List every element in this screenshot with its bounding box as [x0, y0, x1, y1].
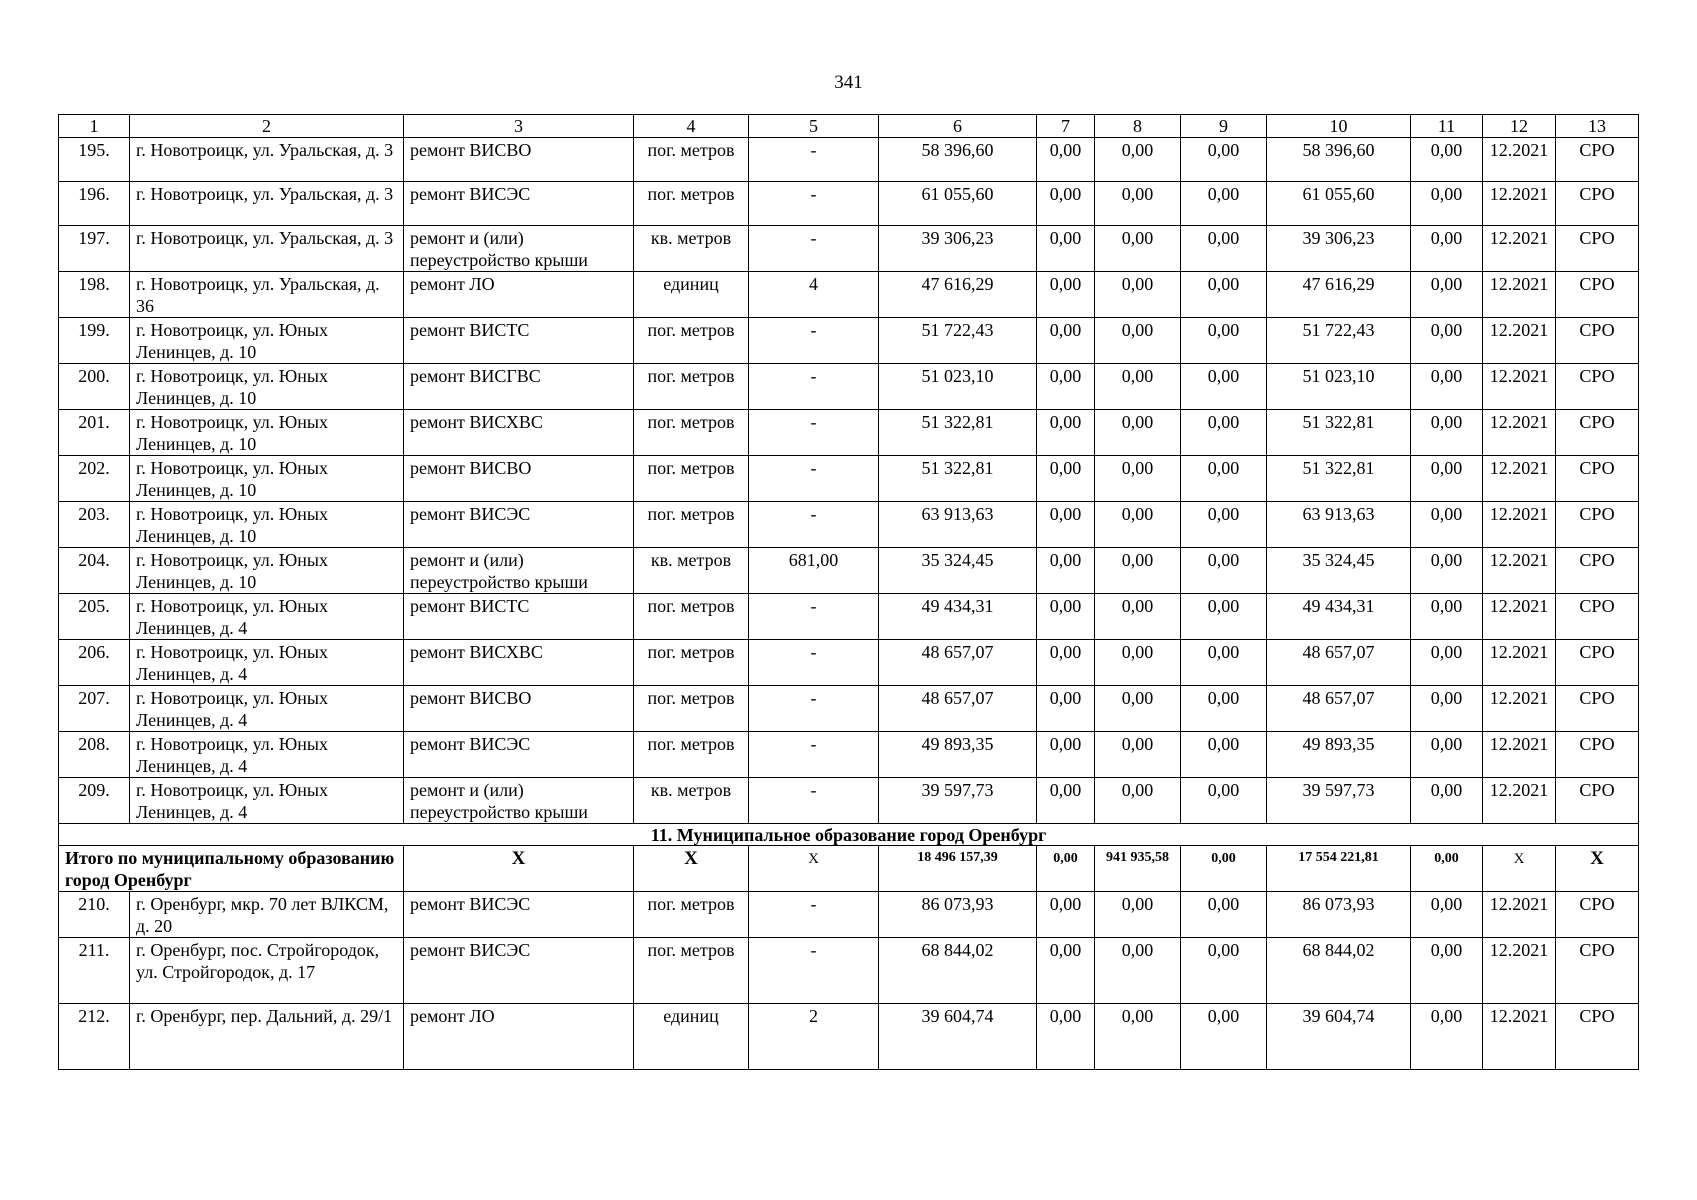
- total-x-mark: X: [749, 846, 879, 892]
- source-code-cell: СРО: [1556, 502, 1639, 548]
- municipal-funds-cell: 0,00: [1181, 364, 1267, 410]
- column-header-4: 4: [634, 115, 749, 138]
- completion-date-cell: 12.2021: [1483, 364, 1556, 410]
- table-row: [59, 640, 1639, 686]
- owner-funds-cell: 39 306,23: [1267, 226, 1411, 272]
- other-funds-cell: 0,00: [1411, 938, 1483, 1004]
- federal-funds-cell: 0,00: [1037, 1004, 1095, 1070]
- total-cost-cell: 68 844,02: [879, 938, 1037, 1004]
- quantity-cell: -: [749, 640, 879, 686]
- row-number: 205.: [59, 594, 130, 640]
- work-type-cell: ремонт и (или) переустройство крыши: [404, 548, 634, 594]
- regional-funds-cell: 0,00: [1095, 318, 1181, 364]
- quantity-cell: -: [749, 686, 879, 732]
- total-cost-cell: 49 434,31: [879, 594, 1037, 640]
- table-row: [59, 732, 1639, 778]
- row-number: 199.: [59, 318, 130, 364]
- quantity-cell: -: [749, 138, 879, 182]
- other-funds-cell: 0,00: [1411, 732, 1483, 778]
- source-code-cell: СРО: [1556, 318, 1639, 364]
- completion-date-cell: 12.2021: [1483, 182, 1556, 226]
- owner-funds-cell: 17 554 221,81: [1267, 846, 1411, 892]
- total-cost-cell: 61 055,60: [879, 182, 1037, 226]
- owner-funds-cell: 51 023,10: [1267, 364, 1411, 410]
- completion-date-cell: 12.2021: [1483, 1004, 1556, 1070]
- row-number: 210.: [59, 892, 130, 938]
- column-header-6: 6: [879, 115, 1037, 138]
- column-header-2: 2: [130, 115, 404, 138]
- owner-funds-cell: 58 396,60: [1267, 138, 1411, 182]
- municipal-funds-cell: 0,00: [1181, 318, 1267, 364]
- municipal-funds-cell: 0,00: [1181, 182, 1267, 226]
- other-funds-cell: 0,00: [1411, 686, 1483, 732]
- municipal-funds-cell: 0,00: [1181, 938, 1267, 1004]
- unit-cell: кв. метров: [634, 548, 749, 594]
- row-number: 200.: [59, 364, 130, 410]
- other-funds-cell: 0,00: [1411, 226, 1483, 272]
- table-row: [59, 138, 1639, 182]
- regional-funds-cell: 0,00: [1095, 1004, 1181, 1070]
- unit-cell: единиц: [634, 1004, 749, 1070]
- other-funds-cell: 0,00: [1411, 272, 1483, 318]
- municipal-funds-cell: 0,00: [1181, 778, 1267, 824]
- regional-funds-cell: 0,00: [1095, 778, 1181, 824]
- address-cell: г. Оренбург, мкр. 70 лет ВЛКСМ, д. 20: [130, 892, 404, 938]
- quantity-cell: -: [749, 778, 879, 824]
- other-funds-cell: 0,00: [1411, 892, 1483, 938]
- table-row: [59, 410, 1639, 456]
- source-code-cell: СРО: [1556, 364, 1639, 410]
- table-row: [59, 456, 1639, 502]
- table-row: [59, 548, 1639, 594]
- owner-funds-cell: 48 657,07: [1267, 640, 1411, 686]
- regional-funds-cell: 0,00: [1095, 226, 1181, 272]
- other-funds-cell: 0,00: [1411, 138, 1483, 182]
- federal-funds-cell: 0,00: [1037, 938, 1095, 1004]
- owner-funds-cell: 51 322,81: [1267, 456, 1411, 502]
- owner-funds-cell: 86 073,93: [1267, 892, 1411, 938]
- total-cost-cell: 39 597,73: [879, 778, 1037, 824]
- unit-cell: пог. метров: [634, 364, 749, 410]
- column-number-header-row: [59, 115, 1639, 138]
- other-funds-cell: 0,00: [1411, 182, 1483, 226]
- section-total-row: [59, 846, 1639, 892]
- unit-cell: пог. метров: [634, 732, 749, 778]
- regional-funds-cell: 0,00: [1095, 138, 1181, 182]
- column-header-8: 8: [1095, 115, 1181, 138]
- regional-funds-cell: 0,00: [1095, 364, 1181, 410]
- quantity-cell: -: [749, 226, 879, 272]
- work-type-cell: ремонт ЛО: [404, 272, 634, 318]
- regional-funds-cell: 0,00: [1095, 272, 1181, 318]
- regional-funds-cell: 0,00: [1095, 594, 1181, 640]
- unit-cell: единиц: [634, 272, 749, 318]
- quantity-cell: -: [749, 364, 879, 410]
- row-number: 206.: [59, 640, 130, 686]
- quantity-cell: -: [749, 892, 879, 938]
- municipal-funds-cell: 0,00: [1181, 502, 1267, 548]
- other-funds-cell: 0,00: [1411, 502, 1483, 548]
- federal-funds-cell: 0,00: [1037, 364, 1095, 410]
- work-type-cell: ремонт ВИСГВС: [404, 364, 634, 410]
- section-total-label: Итого по муниципальному образованию город Оренбург: [59, 846, 404, 892]
- unit-cell: пог. метров: [634, 138, 749, 182]
- row-number: 208.: [59, 732, 130, 778]
- other-funds-cell: 0,00: [1411, 318, 1483, 364]
- municipal-funds-cell: 0,00: [1181, 410, 1267, 456]
- table-row: [59, 226, 1639, 272]
- table-row: [59, 272, 1639, 318]
- regional-funds-cell: 0,00: [1095, 502, 1181, 548]
- address-cell: г. Новотроицк, ул. Уральская, д. 3: [130, 138, 404, 182]
- work-type-cell: ремонт ВИСВО: [404, 686, 634, 732]
- owner-funds-cell: 49 893,35: [1267, 732, 1411, 778]
- work-type-cell: ремонт ЛО: [404, 1004, 634, 1070]
- page-number: 341: [834, 72, 863, 93]
- row-number: 201.: [59, 410, 130, 456]
- address-cell: г. Новотроицк, ул. Юных Ленинцев, д. 4: [130, 778, 404, 824]
- completion-date-cell: 12.2021: [1483, 686, 1556, 732]
- table-row: [59, 502, 1639, 548]
- regional-funds-cell: 0,00: [1095, 456, 1181, 502]
- federal-funds-cell: 0,00: [1037, 686, 1095, 732]
- table-row: [59, 1004, 1639, 1070]
- municipal-funds-cell: 0,00: [1181, 686, 1267, 732]
- regional-funds-cell: 0,00: [1095, 938, 1181, 1004]
- column-header-9: 9: [1181, 115, 1267, 138]
- column-header-10: 10: [1267, 115, 1411, 138]
- quantity-cell: 681,00: [749, 548, 879, 594]
- owner-funds-cell: 68 844,02: [1267, 938, 1411, 1004]
- table-row: [59, 892, 1639, 938]
- quantity-cell: 2: [749, 1004, 879, 1070]
- total-x-mark: X: [1556, 846, 1639, 892]
- total-x-mark: X: [404, 846, 634, 892]
- unit-cell: пог. метров: [634, 892, 749, 938]
- section-title: 11. Муниципальное образование город Оренбург: [59, 824, 1639, 846]
- address-cell: г. Новотроицк, ул. Юных Ленинцев, д. 10: [130, 456, 404, 502]
- table-row: [59, 318, 1639, 364]
- address-cell: г. Новотроицк, ул. Юных Ленинцев, д. 10: [130, 502, 404, 548]
- completion-date-cell: 12.2021: [1483, 410, 1556, 456]
- work-type-cell: ремонт ВИСХВС: [404, 640, 634, 686]
- owner-funds-cell: 63 913,63: [1267, 502, 1411, 548]
- completion-date-cell: 12.2021: [1483, 938, 1556, 1004]
- address-cell: г. Новотроицк, ул. Юных Ленинцев, д. 4: [130, 594, 404, 640]
- unit-cell: пог. метров: [634, 182, 749, 226]
- column-header-13: 13: [1556, 115, 1639, 138]
- owner-funds-cell: 51 722,43: [1267, 318, 1411, 364]
- total-cost-cell: 48 657,07: [879, 640, 1037, 686]
- work-type-cell: ремонт ВИСЭС: [404, 182, 634, 226]
- address-cell: г. Новотроицк, ул. Юных Ленинцев, д. 10: [130, 318, 404, 364]
- owner-funds-cell: 39 604,74: [1267, 1004, 1411, 1070]
- unit-cell: пог. метров: [634, 502, 749, 548]
- address-cell: г. Новотроицк, ул. Юных Ленинцев, д. 10: [130, 410, 404, 456]
- completion-date-cell: 12.2021: [1483, 594, 1556, 640]
- row-number: 197.: [59, 226, 130, 272]
- municipal-funds-cell: 0,00: [1181, 892, 1267, 938]
- column-header-3: 3: [404, 115, 634, 138]
- address-cell: г. Новотроицк, ул. Юных Ленинцев, д. 10: [130, 548, 404, 594]
- row-number: 211.: [59, 938, 130, 1004]
- address-cell: г. Новотроицк, ул. Юных Ленинцев, д. 4: [130, 732, 404, 778]
- work-type-cell: ремонт и (или) переустройство крыши: [404, 778, 634, 824]
- completion-date-cell: 12.2021: [1483, 548, 1556, 594]
- row-number: 204.: [59, 548, 130, 594]
- total-cost-cell: 18 496 157,39: [879, 846, 1037, 892]
- column-header-5: 5: [749, 115, 879, 138]
- regional-funds-cell: 0,00: [1095, 548, 1181, 594]
- table-body: [59, 115, 1639, 1070]
- unit-cell: пог. метров: [634, 594, 749, 640]
- total-x-mark: X: [634, 846, 749, 892]
- table-row: [59, 364, 1639, 410]
- regional-funds-cell: 0,00: [1095, 182, 1181, 226]
- total-cost-cell: 86 073,93: [879, 892, 1037, 938]
- address-cell: г. Оренбург, пос. Стройгородок, ул. Стройгородок, д. 17: [130, 938, 404, 1004]
- regional-funds-cell: 0,00: [1095, 410, 1181, 456]
- total-cost-cell: 51 722,43: [879, 318, 1037, 364]
- row-number: 198.: [59, 272, 130, 318]
- row-number: 207.: [59, 686, 130, 732]
- total-cost-cell: 48 657,07: [879, 686, 1037, 732]
- federal-funds-cell: 0,00: [1037, 732, 1095, 778]
- column-header-12: 12: [1483, 115, 1556, 138]
- address-cell: г. Новотроицк, ул. Юных Ленинцев, д. 4: [130, 686, 404, 732]
- other-funds-cell: 0,00: [1411, 846, 1483, 892]
- quantity-cell: -: [749, 732, 879, 778]
- federal-funds-cell: 0,00: [1037, 226, 1095, 272]
- source-code-cell: СРО: [1556, 594, 1639, 640]
- column-header-1: 1: [59, 115, 130, 138]
- municipal-funds-cell: 0,00: [1181, 732, 1267, 778]
- completion-date-cell: 12.2021: [1483, 778, 1556, 824]
- completion-date-cell: 12.2021: [1483, 226, 1556, 272]
- completion-date-cell: 12.2021: [1483, 272, 1556, 318]
- municipal-funds-cell: 0,00: [1181, 846, 1267, 892]
- column-header-11: 11: [1411, 115, 1483, 138]
- quantity-cell: -: [749, 182, 879, 226]
- unit-cell: пог. метров: [634, 456, 749, 502]
- other-funds-cell: 0,00: [1411, 778, 1483, 824]
- federal-funds-cell: 0,00: [1037, 846, 1095, 892]
- unit-cell: пог. метров: [634, 318, 749, 364]
- row-number: 195.: [59, 138, 130, 182]
- federal-funds-cell: 0,00: [1037, 594, 1095, 640]
- work-type-cell: ремонт ВИСХВС: [404, 410, 634, 456]
- completion-date-cell: 12.2021: [1483, 892, 1556, 938]
- total-cost-cell: 39 604,74: [879, 1004, 1037, 1070]
- owner-funds-cell: 51 322,81: [1267, 410, 1411, 456]
- federal-funds-cell: 0,00: [1037, 138, 1095, 182]
- work-type-cell: ремонт ВИСЭС: [404, 892, 634, 938]
- source-code-cell: СРО: [1556, 778, 1639, 824]
- source-code-cell: СРО: [1556, 272, 1639, 318]
- total-cost-cell: 47 616,29: [879, 272, 1037, 318]
- owner-funds-cell: 39 597,73: [1267, 778, 1411, 824]
- source-code-cell: СРО: [1556, 640, 1639, 686]
- quantity-cell: -: [749, 938, 879, 1004]
- table-row: [59, 686, 1639, 732]
- address-cell: г. Новотроицк, ул. Уральская, д. 3: [130, 182, 404, 226]
- unit-cell: пог. метров: [634, 410, 749, 456]
- other-funds-cell: 0,00: [1411, 456, 1483, 502]
- table-row: [59, 778, 1639, 824]
- source-code-cell: СРО: [1556, 732, 1639, 778]
- federal-funds-cell: 0,00: [1037, 640, 1095, 686]
- row-number: 209.: [59, 778, 130, 824]
- other-funds-cell: 0,00: [1411, 364, 1483, 410]
- owner-funds-cell: 47 616,29: [1267, 272, 1411, 318]
- federal-funds-cell: 0,00: [1037, 456, 1095, 502]
- municipal-funds-cell: 0,00: [1181, 272, 1267, 318]
- total-cost-cell: 51 023,10: [879, 364, 1037, 410]
- source-code-cell: СРО: [1556, 938, 1639, 1004]
- quantity-cell: -: [749, 456, 879, 502]
- federal-funds-cell: 0,00: [1037, 182, 1095, 226]
- work-type-cell: ремонт ВИСТС: [404, 318, 634, 364]
- completion-date-cell: 12.2021: [1483, 732, 1556, 778]
- source-code-cell: СРО: [1556, 548, 1639, 594]
- source-code-cell: СРО: [1556, 686, 1639, 732]
- municipal-funds-cell: 0,00: [1181, 456, 1267, 502]
- completion-date-cell: 12.2021: [1483, 456, 1556, 502]
- row-number: 212.: [59, 1004, 130, 1070]
- other-funds-cell: 0,00: [1411, 1004, 1483, 1070]
- regional-funds-cell: 941 935,58: [1095, 846, 1181, 892]
- table-row: [59, 938, 1639, 1004]
- work-type-cell: ремонт ВИСЭС: [404, 938, 634, 1004]
- source-code-cell: СРО: [1556, 456, 1639, 502]
- column-header-7: 7: [1037, 115, 1095, 138]
- capital-repair-register-table: [58, 114, 1639, 1070]
- quantity-cell: -: [749, 410, 879, 456]
- address-cell: г. Оренбург, пер. Дальний, д. 29/1: [130, 1004, 404, 1070]
- owner-funds-cell: 35 324,45: [1267, 548, 1411, 594]
- source-code-cell: СРО: [1556, 226, 1639, 272]
- completion-date-cell: 12.2021: [1483, 138, 1556, 182]
- address-cell: г. Новотроицк, ул. Уральская, д. 3: [130, 226, 404, 272]
- unit-cell: кв. метров: [634, 778, 749, 824]
- federal-funds-cell: 0,00: [1037, 502, 1095, 548]
- regional-funds-cell: 0,00: [1095, 892, 1181, 938]
- total-cost-cell: 35 324,45: [879, 548, 1037, 594]
- source-code-cell: СРО: [1556, 138, 1639, 182]
- municipal-funds-cell: 0,00: [1181, 1004, 1267, 1070]
- municipal-funds-cell: 0,00: [1181, 548, 1267, 594]
- total-cost-cell: 58 396,60: [879, 138, 1037, 182]
- address-cell: г. Новотроицк, ул. Уральская, д. 36: [130, 272, 404, 318]
- federal-funds-cell: 0,00: [1037, 892, 1095, 938]
- regional-funds-cell: 0,00: [1095, 686, 1181, 732]
- regional-funds-cell: 0,00: [1095, 640, 1181, 686]
- other-funds-cell: 0,00: [1411, 594, 1483, 640]
- total-cost-cell: 63 913,63: [879, 502, 1037, 548]
- total-cost-cell: 39 306,23: [879, 226, 1037, 272]
- quantity-cell: -: [749, 594, 879, 640]
- completion-date-cell: 12.2021: [1483, 502, 1556, 548]
- owner-funds-cell: 49 434,31: [1267, 594, 1411, 640]
- total-cost-cell: 51 322,81: [879, 456, 1037, 502]
- work-type-cell: ремонт и (или) переустройство крыши: [404, 226, 634, 272]
- work-type-cell: ремонт ВИСЭС: [404, 502, 634, 548]
- federal-funds-cell: 0,00: [1037, 548, 1095, 594]
- unit-cell: пог. метров: [634, 938, 749, 1004]
- federal-funds-cell: 0,00: [1037, 272, 1095, 318]
- federal-funds-cell: 0,00: [1037, 410, 1095, 456]
- municipal-funds-cell: 0,00: [1181, 138, 1267, 182]
- quantity-cell: 4: [749, 272, 879, 318]
- owner-funds-cell: 48 657,07: [1267, 686, 1411, 732]
- unit-cell: пог. метров: [634, 686, 749, 732]
- quantity-cell: -: [749, 502, 879, 548]
- other-funds-cell: 0,00: [1411, 548, 1483, 594]
- other-funds-cell: 0,00: [1411, 640, 1483, 686]
- row-number: 196.: [59, 182, 130, 226]
- total-x-mark: X: [1483, 846, 1556, 892]
- address-cell: г. Новотроицк, ул. Юных Ленинцев, д. 4: [130, 640, 404, 686]
- address-cell: г. Новотроицк, ул. Юных Ленинцев, д. 10: [130, 364, 404, 410]
- quantity-cell: -: [749, 318, 879, 364]
- work-type-cell: ремонт ВИСЭС: [404, 732, 634, 778]
- table-row: [59, 594, 1639, 640]
- municipal-funds-cell: 0,00: [1181, 594, 1267, 640]
- unit-cell: кв. метров: [634, 226, 749, 272]
- section-heading-row: [59, 824, 1639, 846]
- source-code-cell: СРО: [1556, 892, 1639, 938]
- municipal-funds-cell: 0,00: [1181, 640, 1267, 686]
- work-type-cell: ремонт ВИСВО: [404, 456, 634, 502]
- unit-cell: пог. метров: [634, 640, 749, 686]
- municipal-funds-cell: 0,00: [1181, 226, 1267, 272]
- federal-funds-cell: 0,00: [1037, 778, 1095, 824]
- work-type-cell: ремонт ВИСТС: [404, 594, 634, 640]
- total-cost-cell: 49 893,35: [879, 732, 1037, 778]
- other-funds-cell: 0,00: [1411, 410, 1483, 456]
- owner-funds-cell: 61 055,60: [1267, 182, 1411, 226]
- total-cost-cell: 51 322,81: [879, 410, 1037, 456]
- row-number: 202.: [59, 456, 130, 502]
- work-type-cell: ремонт ВИСВО: [404, 138, 634, 182]
- federal-funds-cell: 0,00: [1037, 318, 1095, 364]
- completion-date-cell: 12.2021: [1483, 318, 1556, 364]
- row-number: 203.: [59, 502, 130, 548]
- source-code-cell: СРО: [1556, 1004, 1639, 1070]
- source-code-cell: СРО: [1556, 410, 1639, 456]
- completion-date-cell: 12.2021: [1483, 640, 1556, 686]
- source-code-cell: СРО: [1556, 182, 1639, 226]
- regional-funds-cell: 0,00: [1095, 732, 1181, 778]
- table-row: [59, 182, 1639, 226]
